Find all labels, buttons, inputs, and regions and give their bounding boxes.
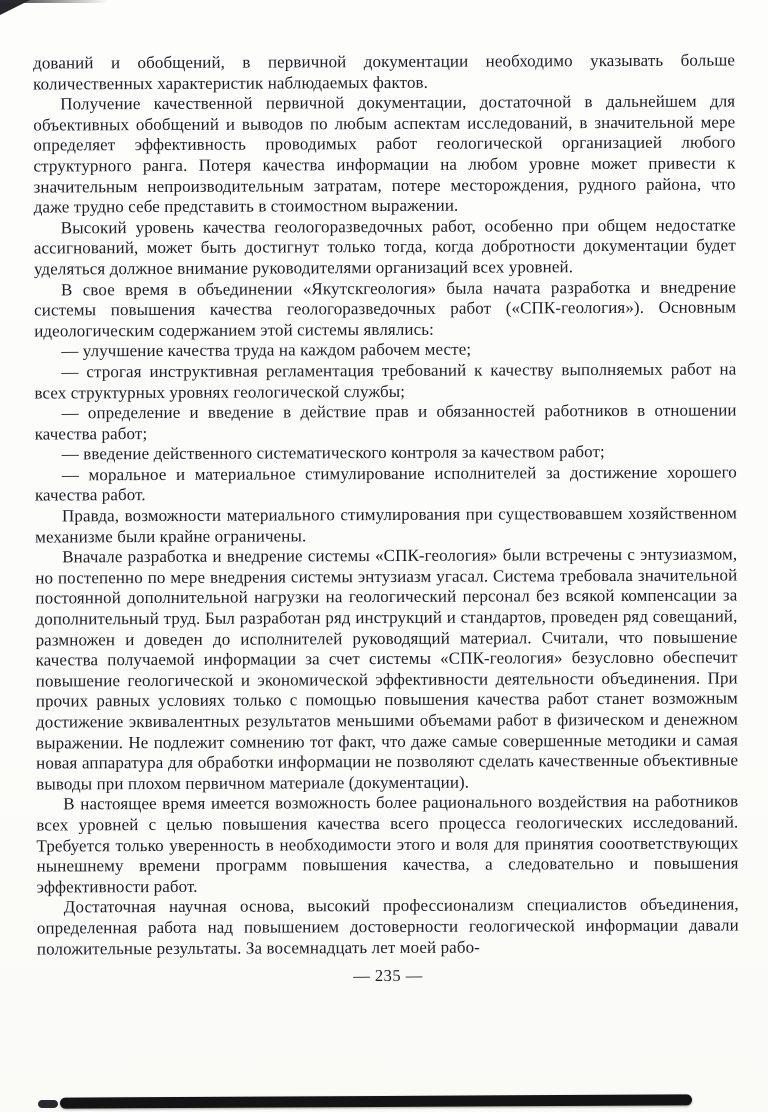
list-item: — улучшение качества труда на каждом рабочем месте;	[61, 339, 472, 361]
paragraph: В свое время в объединении «Якутскгеология» была начата разработка и внедрение системы повышения качества геологоразведочных работ («СПК-геология»). Основным идеологическим содержанием этой системы являлись:	[34, 276, 737, 341]
paragraph: Получение качественной первичной документации, достаточной в дальнейшем для объективных обобщений и выводов по любым аспектам исследований, в значительной мере определяет эффективность проводимых работ геологической организацией любого структурного ранга. Потеря качества информации на любом уровне может привести к значительным непроизводительным затратам, потере месторождения, рудного района, что даже трудно себе представить в стоимостном выражении.	[33, 91, 736, 217]
paragraph: дований и обобщений, в первичной документации необходимо указывать больше количественных характеристик наблюдаемых фактов.	[33, 50, 736, 94]
paragraph: Правда, возможности материального стимулирования при существовавшем хозяйственном механизме были крайне ограничены.	[35, 503, 738, 547]
list-item: — определение и введение в действие прав и обязанностей работников в отношении качества работ;	[34, 400, 737, 444]
scan-artifact-top-edge	[0, 0, 120, 3]
paragraph: Достаточная научная основа, высокий профессионализм специалистов объединения, определенная работа над повышением достоверности геологической информации давали положительные результаты. За восемнадцать лет моей рабо-	[36, 894, 739, 959]
paragraph: В настоящее время имеется возможность более рационального воздействия на работников всех уровней с целью повышения качества всего процесса геологических исследований. Требуется только уверенность в необходимости этого и воля для принятия сооответствующих нынешнему времени программ повышения качества, а следовательно и повышения эффективности работ.	[36, 791, 739, 897]
list-item: — введение действенного систематического контроля за качеством работ;	[61, 442, 605, 464]
page-text-block	[33, 50, 739, 988]
paragraph: Вначале разработка и внедрение системы «СПК-геология» были встречены с энтузиазмом, но постепенно по мере внедрения системы энтузиазм угасал. Система требовала значительной постоянной дополнительной нагрузки на геологический персонал без всякой компенсации за дополнительный труд. Был разработан ряд инструкций и стандартов, проведен ряд совещаний, размножен и доведен до исполнителей руководящий материал. Считали, что повышение качества получаемой информации за счет системы «СПК-геология» безусловно обеспечит повышение геологической и экономической эффективности деятельности объединения. При прочих равных условиях только с помощью повышения качества работ станет возможным достижение эквивалентных результатов меньшими объемами работ в физическом и денежном выражении. Не подлежит сомнению тот факт, что даже самые совершенные методики и самая новая аппаратура для обработки информации не позволяют сделать качественные объективные выводы при плохом первичном материале (документации).	[35, 544, 739, 794]
list-item: — строгая инструктивная регламентация требований к качеству выполняемых работ на всех структурных уровнях геологической службы;	[34, 359, 737, 403]
paragraph: Высокий уровень качества геологоразведочных работ, особенно при общем недостатке ассигнований, может быть достигнут только тогда, когда добротности документации будет уделяться должное внимание руководителями организаций всех уровней.	[33, 215, 736, 279]
scan-artifact-bottom-smudge	[38, 1100, 58, 1108]
scan-artifact-bottom-bar	[60, 1094, 692, 1108]
list-item: — моральное и материальное стимулирование исполнителей за достижение хорошего качества работ.	[34, 462, 737, 505]
page-number: — 235 —	[353, 965, 423, 986]
